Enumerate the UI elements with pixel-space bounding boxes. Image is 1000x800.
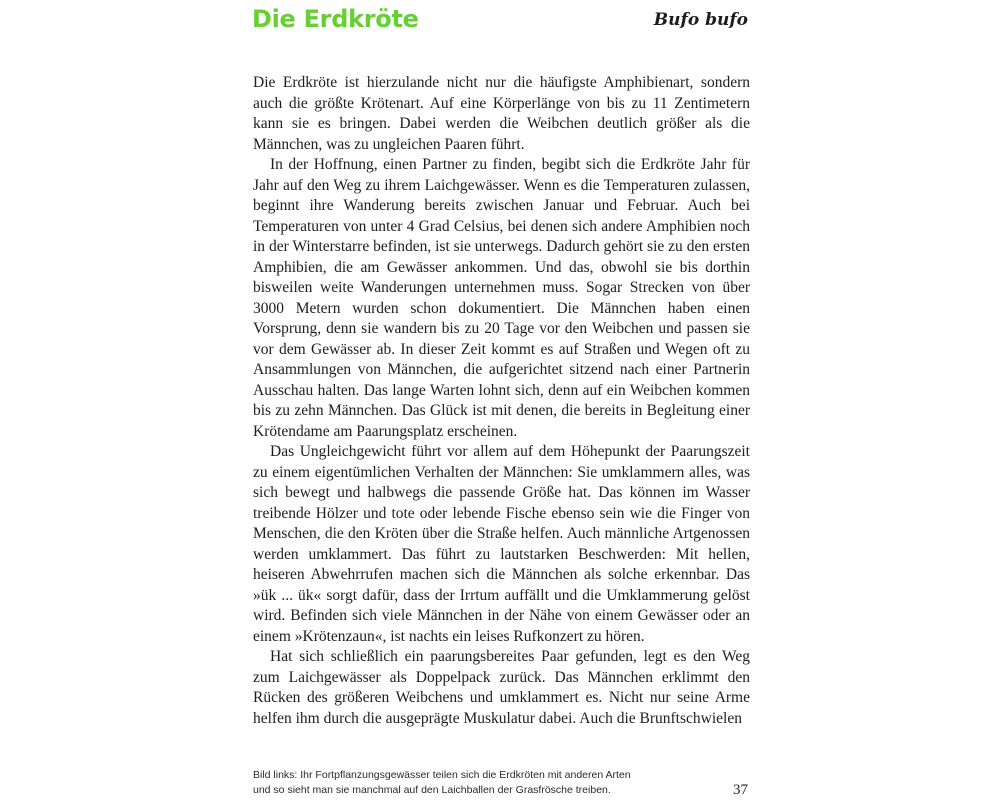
paragraph-1: Die Erdkröte ist hierzulande nicht nur die häufigste Amphibienart, sondern auch die größte Krötenart. Auf eine Körperlänge von bis zu 11 Zentimetern kann sie es bringen. Dabei werden die Weibchen deutlich größer als die Männchen, was zu ungleichen Paaren führt. <box>253 74 750 153</box>
image-caption <box>253 768 673 798</box>
caption-line-1: Bild links: Ihr Fortpflanzungsgewässer teilen sich die Erdkröten mit anderen Arten <box>253 769 631 781</box>
caption-line-2: und so sieht man sie manchmal auf den Laichballen der Grasfrösche treiben. <box>253 784 611 796</box>
body-text <box>253 73 750 729</box>
page-title: Die Erdkröte <box>252 5 419 33</box>
page-number: 37 <box>733 782 748 798</box>
paragraph-2: In der Hoffnung, einen Partner zu finden, begibt sich die Erdkröte Jahr für Jahr auf den Weg zu ihrem Laichgewässer. Wenn es die Temperaturen zulassen, beginnt ihre Wanderung bereits zwischen Januar und Februar. Auch bei Temperaturen von unter 4 Grad Celsius, bei denen sich andere Amphibien noch in der Winterstarre befinden, ist sie unterwegs. Dadurch gehört sie zu den ersten Amphibien, die am Gewässer ankommen. Und das, obwohl sie bis dorthin bisweilen weite Wanderungen unternehmen muss. Sogar Strecken von über 3000 Metern wurden schon dokumentiert. Die Männchen haben einen Vorsprung, denn sie wandern bis zu 20 Tage vor den Weibchen und passen sie vor dem Gewässer ab. In dieser Zeit kommt es auf Straßen und Wegen oft zu Ansammlungen von Männchen, die aufgerichtet sitzend nach einer Partnerin Ausschau halten. Das lange Warten lohnt sich, denn auf ein Weibchen kommen bis zu zehn Männchen. Das Glück ist mit denen, die bereits in Begleitung einer Krötendame am Paarungsplatz erscheinen. <box>253 156 750 440</box>
species-name: Bufo bufo <box>653 10 748 30</box>
paragraph-4: Hat sich schließlich ein paarungsbereites Paar gefunden, legt es den Weg zum Laichgewässer als Doppelpack zurück. Das Männchen erklimmt den Rücken des größeren Weibchens und umklammert es. Nicht nur seine Arme helfen ihm durch die ausgeprägte Muskulatur dabei. Auch die Brunftschwielen <box>253 648 750 727</box>
paragraph-3: Das Ungleichgewicht führt vor allem auf dem Höhepunkt der Paarungszeit zu einem eigentümlichen Verhalten der Männchen: Sie umklammern alles, was sich bewegt und halbwegs die passende Größe hat. Das können im Wasser treibende Hölzer und tote oder lebende Fische ebenso sein wie die Finger von Menschen, die den Kröten über die Straße helfen. Auch männliche Artgenossen werden umklammert. Das führt zu lautstarken Beschwerden: Mit hellen, heiseren Abwehrrufen machen sich die Männchen als solche erkennbar. Das »ük ... ük« sorgt dafür, dass der Irrtum auffällt und die Umklammerung gelöst wird. Befinden sich viele Männchen in der Nähe von einem Gewässer oder an einem »Krötenzaun«, ist nachts ein leises Rufkonzert zu hören. <box>253 443 750 645</box>
